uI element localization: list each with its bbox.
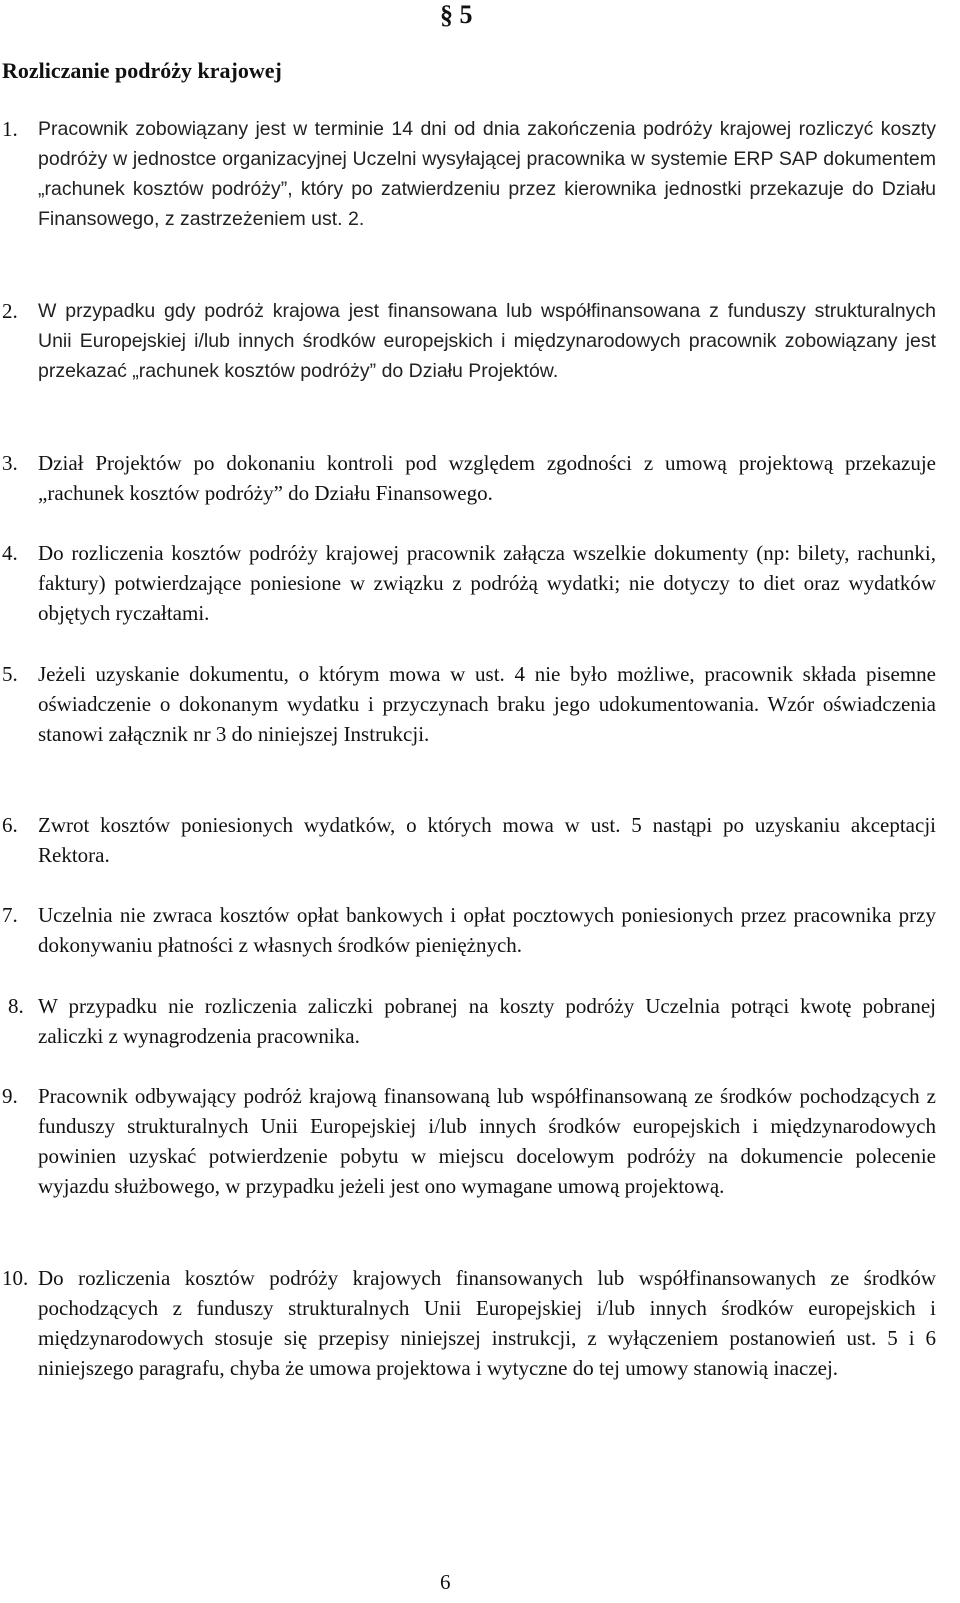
page-number: 6 xyxy=(440,1570,451,1594)
paragraph-number: 8. xyxy=(8,994,24,1018)
paragraph-item-1 xyxy=(0,114,936,234)
paragraph-text: Pracownik zobowiązany jest w terminie 14 dni od dnia zakończenia podróży krajowej rozliczyć koszty podróży w jednostce organizacyjnej Uczelni wysyłającej pracownika w systemie ERP SAP dokumentem „rachunek kosztów podróży”, który po zatwierdzeniu przez kierownika jednostki przekazuje do Działu Finansowego, z zastrzeżeniem ust. 2. xyxy=(38,118,936,230)
paragraph-number: 10. xyxy=(2,1266,29,1290)
paragraph-item-4 xyxy=(0,538,936,628)
paragraph-text: Jeżeli uzyskanie dokumentu, o którym mowa w ust. 4 nie było możliwe, pracownik składa pisemne oświadczenie o dokonanym wydatku i przyczynach braku jego udokumentowania. Wzór oświadczenia stanowi załącznik nr 3 do niniejszej Instrukcji. xyxy=(38,662,936,746)
paragraph-number: 3. xyxy=(2,451,18,475)
paragraph-item-10 xyxy=(0,1263,936,1383)
paragraph-number: 2. xyxy=(2,299,18,323)
paragraph-text: Zwrot kosztów poniesionych wydatków, o których mowa w ust. 5 nastąpi po uzyskaniu akceptacji Rektora. xyxy=(38,813,936,867)
paragraph-text: Do rozliczenia kosztów podróży krajowych finansowanych lub współfinansowanych ze środków pochodzących z funduszy strukturalnych Unii Europejskiej i/lub innych środków europejskich i międzynarodowych stosuje się przepisy niniejszej instrukcji, z wyłączeniem postanowień ust. 5 i 6 niniejszego paragrafu, chyba że umowa projektowa i wytyczne do tej umowy stanowią inaczej. xyxy=(38,1266,936,1380)
paragraph-text: Uczelnia nie zwraca kosztów opłat bankowych i opłat pocztowych poniesionych przez pracownika przy dokonywaniu płatności z własnych środków pieniężnych. xyxy=(38,903,936,957)
paragraph-text: W przypadku gdy podróż krajowa jest finansowana lub współfinansowana z funduszy strukturalnych Unii Europejskiej i/lub innych środków europejskich i międzynarodowych pracownik zobowiązany jest przekazać „rachunek kosztów podróży” do Działu Projektów. xyxy=(38,300,936,382)
paragraph-text: Dział Projektów po dokonaniu kontroli pod względem zgodności z umową projektową przekazuje „rachunek kosztów podróży” do Działu Finansowego. xyxy=(38,451,936,505)
paragraph-item-8 xyxy=(0,991,936,1051)
paragraph-text: Do rozliczenia kosztów podróży krajowej pracownik załącza wszelkie dokumenty (np: bilety, rachunki, faktury) potwierdzające poniesione w związku z podróżą wydatki; nie dotyczy to diet oraz wydatków objętych ryczałtami. xyxy=(38,541,936,625)
paragraph-number: 5. xyxy=(2,662,18,686)
paragraph-item-9 xyxy=(0,1081,936,1201)
section-title: Rozliczanie podróży krajowej xyxy=(2,58,282,83)
paragraph-item-2 xyxy=(0,296,936,386)
paragraph-item-3 xyxy=(0,448,936,508)
paragraph-number: 6. xyxy=(2,813,18,837)
paragraph-item-7 xyxy=(0,900,936,960)
paragraph-text: W przypadku nie rozliczenia zaliczki pobranej na koszty podróży Uczelnia potrąci kwotę pobranej zaliczki z wynagrodzenia pracownika. xyxy=(38,994,936,1048)
paragraph-number: 7. xyxy=(2,903,18,927)
paragraph-number: 1. xyxy=(2,117,18,141)
section-mark: § 5 xyxy=(440,0,473,29)
paragraph-item-6 xyxy=(0,810,936,870)
paragraph-number: 9. xyxy=(2,1084,18,1108)
paragraph-item-5 xyxy=(0,659,936,749)
paragraph-number: 4. xyxy=(2,541,18,565)
paragraph-text: Pracownik odbywający podróż krajową finansowaną lub współfinansowaną ze środków pochodzących z funduszy strukturalnych Unii Europejskiej i/lub innych środków europejskich i międzynarodowych powinien uzyskać potwierdzenie pobytu w miejscu docelowym podróży na dokumencie polecenie wyjazdu służbowego, w przypadku jeżeli jest ono wymagane umową projektową. xyxy=(38,1084,936,1198)
